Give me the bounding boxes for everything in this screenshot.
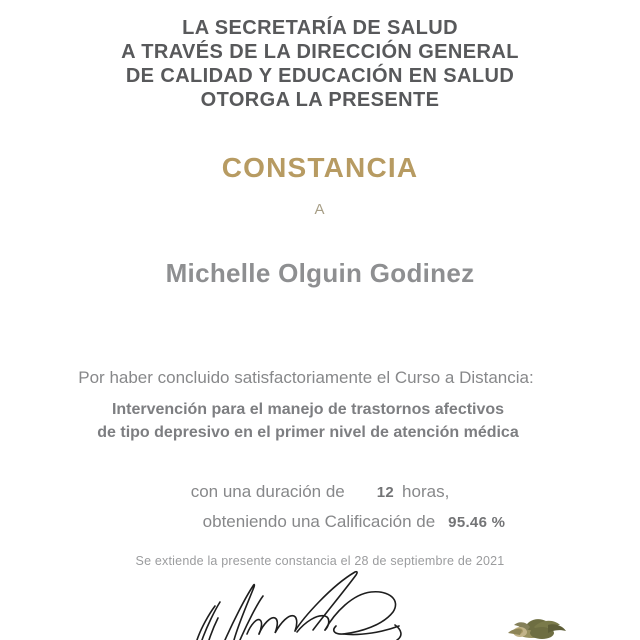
course-title <box>0 398 628 444</box>
issuer-line-2: A TRAVÉS DE LA DIRECCIÓN GENERAL <box>121 41 519 63</box>
grade-line <box>34 512 640 532</box>
recipient-name: Michelle Olguin Godinez <box>165 258 475 288</box>
preposition-a: A <box>314 201 326 218</box>
grade-prefix: obteniendo una Calificación de <box>202 512 436 531</box>
course-title-line-1: Intervención para el manejo de trastornos afectivos <box>111 401 505 418</box>
eagle-seal-icon <box>494 615 570 640</box>
issuer-line-4: OTORGA LA PRESENTE <box>200 89 440 111</box>
completion-statement: Por haber concluido satisfactoriamente el Curso a Distancia: <box>78 368 534 387</box>
signature-icon <box>185 570 427 640</box>
duration-suffix: horas, <box>402 482 450 501</box>
duration-prefix: con una duración de <box>190 482 345 501</box>
course-title-line-2: de tipo depresivo en el primer nivel de atención médica <box>97 424 519 441</box>
issuer-header <box>0 16 640 112</box>
duration-line <box>0 482 640 502</box>
certificate-title: CONSTANCIA <box>221 152 419 183</box>
issuer-line-1: LA SECRETARÍA DE SALUD <box>182 17 458 39</box>
issue-date-line: Se extiende la presente constancia el 28 de septiembre de 2021 <box>135 554 505 568</box>
grade-value: 95.46 % <box>448 514 506 531</box>
duration-value: 12 <box>376 484 395 501</box>
issuer-line-3: DE CALIDAD Y EDUCACIÓN EN SALUD <box>125 65 515 87</box>
